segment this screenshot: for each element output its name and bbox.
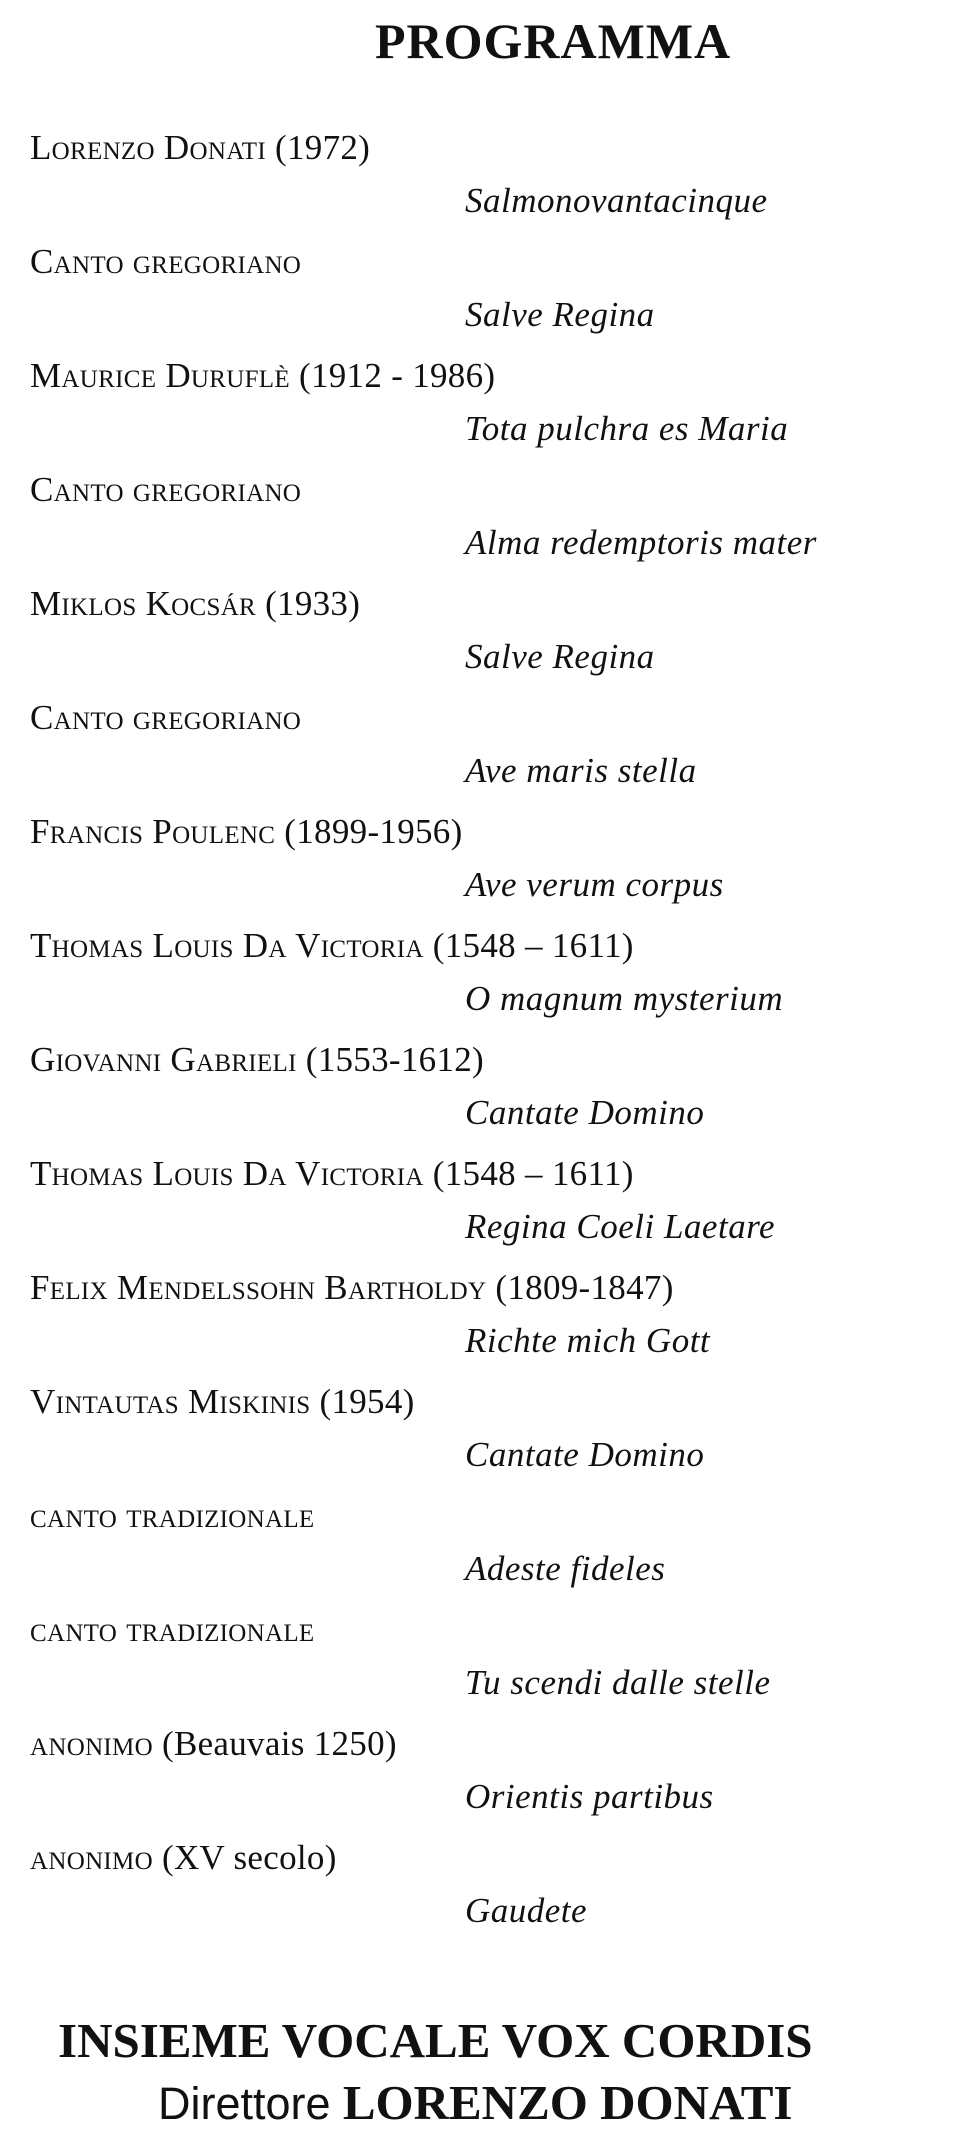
programme-entry (0, 470, 954, 584)
composer-name: Vintautas Miskinis (1954) (30, 1382, 415, 1421)
programme-list (0, 128, 954, 1952)
work-title: Salve Regina (465, 295, 655, 334)
programme-entry (0, 812, 954, 926)
work-title: Regina Coeli Laetare (465, 1207, 776, 1246)
programme-entry (0, 584, 954, 698)
composer-name: Lorenzo Donati (1972) (30, 128, 371, 167)
programme-entry (0, 1838, 954, 1952)
programme-entry (0, 1040, 954, 1154)
composer-name: Miklos Kocsár (1933) (30, 584, 361, 623)
work-title: Richte mich Gott (465, 1321, 711, 1360)
composer-name: Canto gregoriano (30, 242, 302, 281)
work-title: Cantate Domino (465, 1093, 705, 1132)
programme-entry (0, 242, 954, 356)
work-title: Salmonovantacinque (465, 181, 768, 220)
composer-name: Felix Mendelssohn Bartholdy (1809-1847) (30, 1268, 674, 1307)
work-title: Ave maris stella (465, 751, 697, 790)
director-line (158, 2074, 793, 2131)
composer-name: anonimo (Beauvais 1250) (30, 1724, 397, 1763)
composer-name: Giovanni Gabrieli (1553-1612) (30, 1040, 485, 1079)
work-title: Adeste fideles (465, 1549, 666, 1588)
programme-entry (0, 1268, 954, 1382)
work-title: Salve Regina (465, 637, 655, 676)
work-title: Gaudete (465, 1891, 588, 1930)
programme-entry (0, 1496, 954, 1610)
composer-name: Francis Poulenc (1899-1956) (30, 812, 463, 851)
work-title: O magnum mysterium (465, 979, 784, 1018)
composer-name: Thomas Louis Da Victoria (1548 – 1611) (30, 926, 634, 965)
work-title: Ave verum corpus (465, 865, 724, 904)
work-title: Tota pulchra es Maria (465, 409, 789, 448)
composer-name: Maurice Duruflè (1912 - 1986) (30, 356, 496, 395)
composer-name: anonimo (XV secolo) (30, 1838, 337, 1877)
ensemble-name: INSIEME VOCALE VOX CORDIS (58, 2013, 813, 2068)
composer-name: canto tradizionale (30, 1496, 315, 1535)
composer-name: Thomas Louis Da Victoria (1548 – 1611) (30, 1154, 634, 1193)
work-title: Cantate Domino (465, 1435, 705, 1474)
director-label: Direttore (158, 2078, 331, 2129)
programme-entry (0, 926, 954, 1040)
work-title: Tu scendi dalle stelle (465, 1663, 771, 1702)
composer-name: Canto gregoriano (30, 470, 302, 509)
programme-entry (0, 1154, 954, 1268)
programme-entry (0, 1724, 954, 1838)
programme-entry (0, 698, 954, 812)
programme-entry (0, 1610, 954, 1724)
composer-name: Canto gregoriano (30, 698, 302, 737)
programme-entry (0, 1382, 954, 1496)
work-title: Alma redemptoris mater (465, 523, 817, 562)
composer-name: canto tradizionale (30, 1610, 315, 1649)
page-title: PROGRAMMA (375, 13, 732, 69)
programme-entry (0, 356, 954, 470)
programme-entry (0, 128, 954, 242)
work-title: Orientis partibus (465, 1777, 714, 1816)
director-name: LORENZO DONATI (342, 2075, 793, 2130)
